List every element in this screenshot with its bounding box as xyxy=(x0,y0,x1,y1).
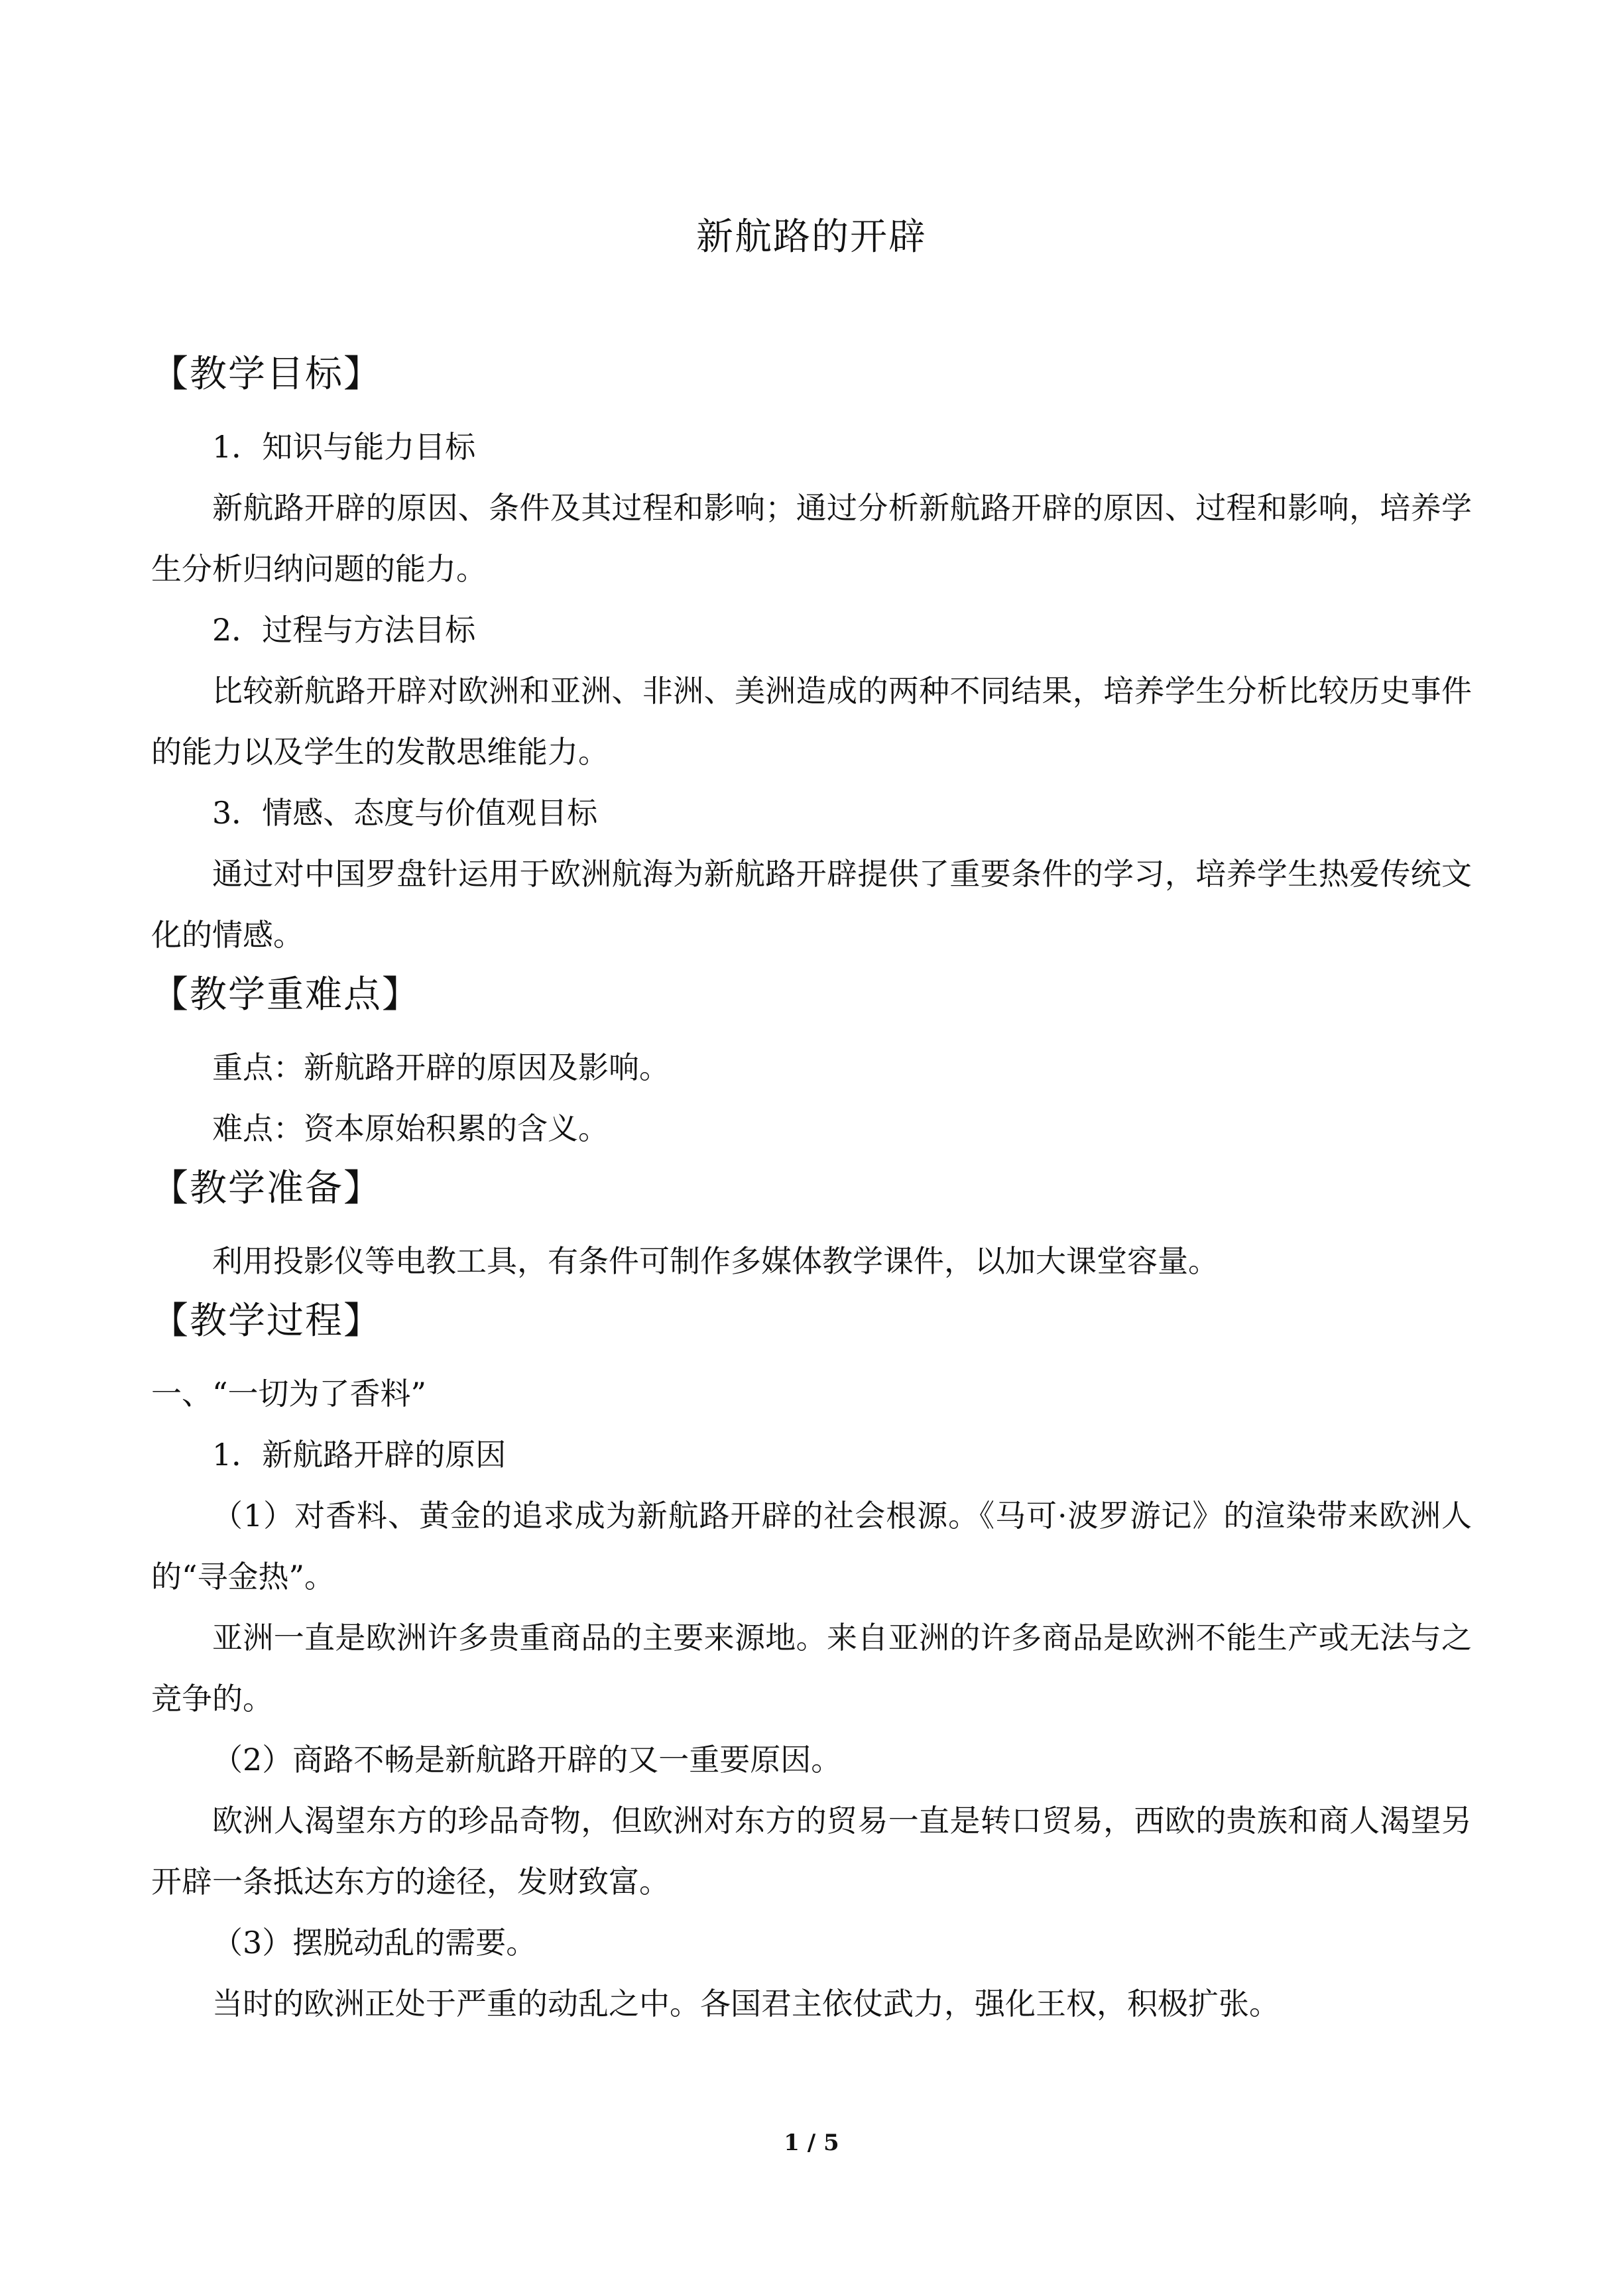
paragraph: 3．情感、态度与价值观目标 xyxy=(212,795,598,831)
section-heading: 【教学准备】 xyxy=(151,1167,382,1210)
paragraph: 当时的欧洲正处于严重的动乱之中。各国君主依仗武力，强化王权，积极扩张。 xyxy=(212,1986,1280,2022)
paragraph: 利用投影仪等电教工具，有条件可制作多媒体教学课件，以加大课堂容量。 xyxy=(212,1243,1219,1279)
paragraph: 2．过程与方法目标 xyxy=(212,612,476,648)
paragraph: 新航路开辟的原因、条件及其过程和影响；通过分析新航路开辟的原因、过程和影响，培养学生分析归纳问题的能力。 xyxy=(151,490,1472,587)
paragraph: 1．知识与能力目标 xyxy=(212,429,476,465)
document-title: 新航路的开辟 xyxy=(696,215,927,259)
section-teaching-process xyxy=(151,1292,1472,2034)
paragraph: 1．新航路开辟的原因 xyxy=(212,1437,507,1473)
paragraph: 亚洲一直是欧洲许多贵重商品的主要来源地。来自亚洲的许多商品是欧洲不能生产或无法与之竞争的。 xyxy=(151,1620,1472,1717)
spacer xyxy=(151,1025,1472,1037)
section-heading: 【教学重难点】 xyxy=(151,973,420,1016)
page-number: 1 / 5 xyxy=(784,2130,839,2156)
section-heading: 【教学目标】 xyxy=(151,353,382,396)
spacer xyxy=(151,404,1472,416)
paragraph: （3）摆脱动乱的需要。 xyxy=(212,1925,537,1961)
spacer xyxy=(151,1351,1472,1363)
section-teaching-goals xyxy=(151,345,1472,965)
paragraph: 重点：新航路开辟的原因及影响。 xyxy=(212,1050,670,1085)
paragraph: 欧洲人渴望东方的珍品奇物，但欧洲对东方的贸易一直是转口贸易，西欧的贵族和商人渴望另开辟一条抵达东方的途径，发财致富。 xyxy=(151,1803,1472,1900)
document-body xyxy=(151,345,1472,2034)
paragraph: 通过对中国罗盘针运用于欧洲航海为新航路开辟提供了重要条件的学习，培养学生热爱传统文化的情感。 xyxy=(151,856,1472,953)
paragraph: （2）商路不畅是新航路开辟的又一重要原因。 xyxy=(212,1742,842,1778)
subsection-heading: 一、“一切为了香料” xyxy=(151,1376,427,1412)
paragraph: 难点：资本原始积累的含义。 xyxy=(212,1111,609,1146)
paragraph: 比较新航路开辟对欧洲和亚洲、非洲、美洲造成的两种不同结果，培养学生分析比较历史事件的能力以及学生的发散思维能力。 xyxy=(151,673,1472,770)
section-teaching-preparation xyxy=(151,1159,1472,1292)
paragraph: （1）对香料、黄金的追求成为新航路开辟的社会根源。《马可·波罗游记》的渲染带来欧洲人的“寻金热”。 xyxy=(151,1498,1472,1595)
section-key-difficult-points xyxy=(151,965,1472,1159)
section-heading: 【教学过程】 xyxy=(151,1299,382,1343)
spacer xyxy=(151,1219,1472,1231)
